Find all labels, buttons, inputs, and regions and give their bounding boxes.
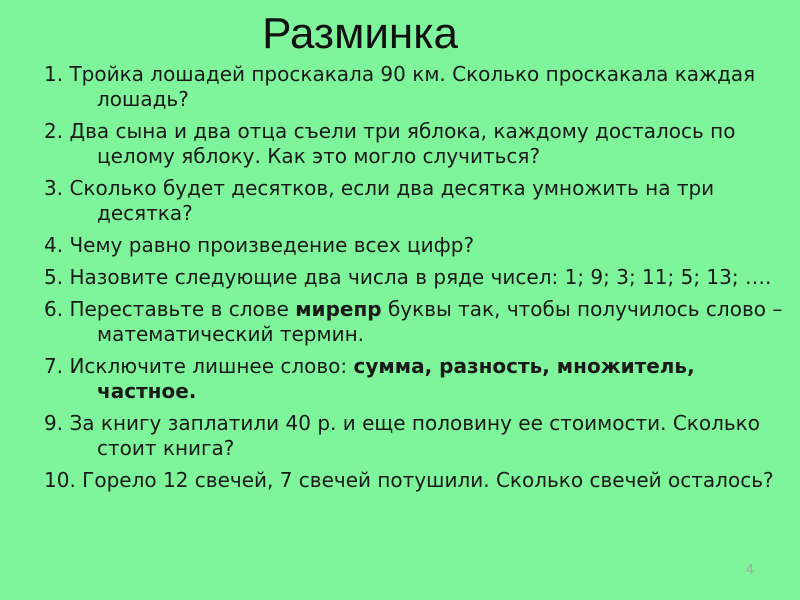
- question-number: 1.: [44, 62, 64, 86]
- question-item: [44, 176, 792, 226]
- question-item: [44, 233, 792, 258]
- question-item: [44, 411, 792, 461]
- question-keyword: сумма, разность, множитель, частное.: [97, 354, 695, 403]
- question-text: Сколько будет десятков, если два десятка умножить на три десятка?: [63, 176, 715, 225]
- question-number: 3.: [44, 176, 64, 200]
- question-text: Исключите лишнее слово:: [63, 354, 354, 378]
- question-text: Назовите следующие два числа в ряде чисел: 1; 9; 3; 11; 5; 13; ….: [63, 265, 772, 289]
- question-text: буквы так, чтобы получилось слово – математический термин.: [97, 297, 783, 346]
- question-number: 9.: [44, 411, 64, 435]
- question-text: Горело 12 свечей, 7 свечей потушили. Сколько свечей осталось?: [75, 468, 774, 492]
- question-number: 5.: [44, 265, 64, 289]
- question-keyword: мирепр: [295, 297, 382, 321]
- question-item: [44, 354, 792, 404]
- question-item: [44, 265, 792, 290]
- question-text: За книгу заплатили 40 р. и еще половину ее стоимости. Сколько стоит книга?: [63, 411, 760, 460]
- question-item: [44, 468, 792, 493]
- question-item: [44, 62, 792, 112]
- question-text: Два сына и два отца съели три яблока, каждому досталось по целому яблоку. Как это могло случиться?: [63, 119, 736, 168]
- slide-number: 4: [745, 563, 754, 578]
- question-number: 2.: [44, 119, 64, 143]
- question-item: [44, 119, 792, 169]
- question-text: Тройка лошадей проскакала 90 км. Сколько проскакала каждая лошадь?: [63, 62, 756, 111]
- question-list: [44, 62, 792, 500]
- question-number: 10.: [44, 468, 76, 492]
- slide-title: Разминка: [262, 9, 458, 58]
- question-text: Переставьте в слове: [63, 297, 296, 321]
- question-item: [44, 297, 792, 347]
- question-number: 4.: [44, 233, 64, 257]
- question-number: 7.: [44, 354, 64, 378]
- question-number: 6.: [44, 297, 64, 321]
- question-text: Чему равно произведение всех цифр?: [63, 233, 475, 257]
